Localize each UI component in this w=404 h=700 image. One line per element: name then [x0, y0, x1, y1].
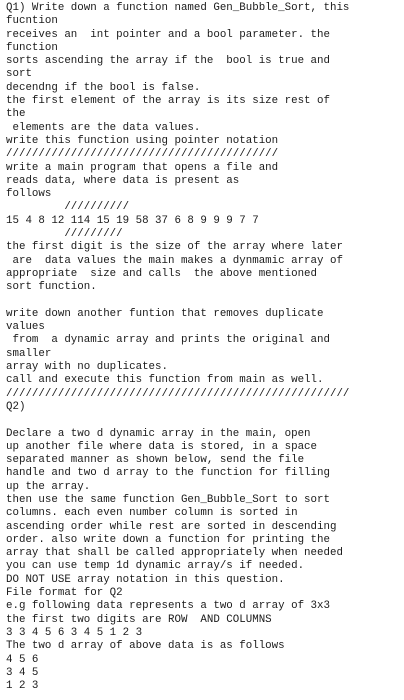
separator-line: /////////	[6, 228, 123, 241]
text-line: separated manner as shown below, send the file	[6, 454, 305, 467]
text-line: write this function using pointer notation	[6, 134, 279, 147]
matrix-row: 1 2 3	[6, 680, 39, 693]
text-line: appropriate size and calls the above mentioned	[6, 267, 318, 280]
text-line: call and execute this function from main as well.	[6, 374, 324, 387]
matrix-row: 3 4 5	[6, 666, 39, 679]
text-line: sort	[6, 68, 32, 81]
q1-heading-line: Q1) Write down a function named Gen_Bubble_Sort, this	[6, 2, 350, 14]
text-line: smaller	[6, 347, 52, 360]
blank-line	[6, 295, 402, 308]
text-line: Declare a two d dynamic array in the main, open	[6, 427, 311, 440]
text-line: handle and two d array to the function for filling	[6, 467, 330, 480]
separator-line: //////////	[6, 201, 130, 214]
text-line: are data values the main makes a dynmamic array of	[6, 254, 343, 267]
text-line: DO NOT USE array notation in this question.	[6, 573, 285, 586]
text-line: the first element of the array is its size rest of	[6, 95, 330, 108]
text-line: receives an int pointer and a bool parameter. the	[6, 28, 330, 41]
text-line: you can use temp 1d dynamic array/s if needed.	[6, 560, 305, 573]
text-line: ascending order while rest are sorted in descending	[6, 520, 337, 533]
text-line: then use the same function Gen_Bubble_Sort to sort	[6, 493, 330, 506]
document-text	[6, 2, 402, 693]
text-line: The two d array of above data is as follows	[6, 640, 285, 653]
text-line: reads data, where data is present as	[6, 174, 240, 187]
text-line: the first two digits are ROW AND COLUMNS	[6, 613, 272, 626]
text-line: decendng if the bool is false.	[6, 81, 201, 94]
text-line: up another file where data is stored, in a space	[6, 440, 318, 453]
text-line: fucntion	[6, 15, 58, 28]
text-line: array that shall be called appropriately when needed	[6, 547, 343, 560]
text-line: elements are the data values.	[6, 121, 201, 134]
text-line: follows	[6, 188, 52, 201]
text-line: up the array.	[6, 480, 91, 493]
text-line: write a main program that opens a file and	[6, 161, 279, 174]
q2-heading-line: Q2)	[6, 400, 26, 413]
separator-line: //////////////////////////////////////////	[6, 148, 279, 161]
matrix-row: 4 5 6	[6, 653, 39, 666]
text-line: array with no duplicates.	[6, 361, 168, 374]
text-line: sorts ascending the array if the bool is true and	[6, 55, 330, 68]
separator-line: /////////////////////////////////////////////////////	[6, 387, 350, 400]
text-line: order. also write down a function for printing the	[6, 533, 330, 546]
text-line: columns. each even number column is sorted in	[6, 507, 298, 520]
data-sample-line: 15 4 8 12 114 15 19 58 37 6 8 9 9 9 7 7	[6, 214, 259, 227]
text-line: e.g following data represents a two d array of 3x3	[6, 600, 330, 613]
text-line: function	[6, 41, 58, 54]
text-line: from a dynamic array and prints the original and	[6, 334, 330, 347]
text-line: values	[6, 321, 45, 334]
text-line: the	[6, 108, 26, 121]
blank-line	[6, 414, 402, 427]
text-line: sort function.	[6, 281, 97, 294]
text-line: write down another funtion that removes duplicate	[6, 307, 324, 320]
data-sample-line: 3 3 4 5 6 3 4 5 1 2 3	[6, 626, 143, 639]
text-line: the first digit is the size of the array where later	[6, 241, 343, 254]
text-line: File format for Q2	[6, 587, 123, 600]
